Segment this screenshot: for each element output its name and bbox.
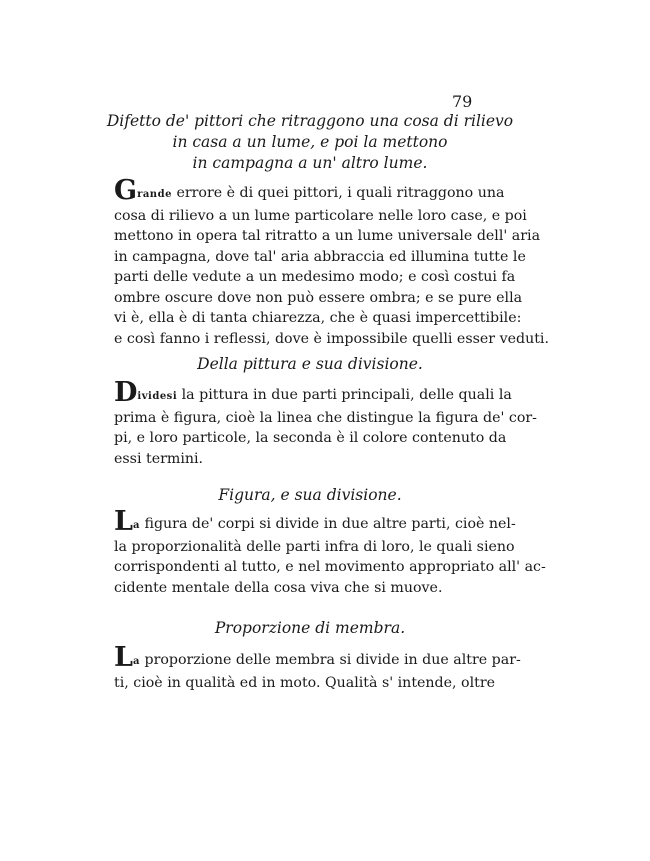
section-heading <box>100 111 520 174</box>
section-heading <box>100 485 520 506</box>
heading-line: Figura, e sua divisione. <box>218 486 402 504</box>
text-line <box>114 175 505 206</box>
text-line: e così fanno i reflessi, dove è impossibile quelli esser veduti. <box>114 330 549 347</box>
paragraph <box>114 642 521 693</box>
paragraph <box>114 175 549 349</box>
drop-cap: G <box>114 175 138 206</box>
drop-cap: L <box>114 506 133 537</box>
small-caps: ividesi <box>137 391 178 402</box>
small-caps: rande <box>137 189 172 200</box>
text-line: ombre oscure dove non può essere ombra; e se pure ella <box>114 289 523 306</box>
paragraph <box>114 506 546 598</box>
page-number: 79 <box>452 92 473 111</box>
text-line: mettono in opera tal ritratto a un lume universale dell' aria <box>114 228 541 244</box>
heading-line: in casa a un lume, e poi la mettono <box>172 133 448 151</box>
text-line: in campagna, dove tal' aria abbraccia ed illumina tutte le <box>114 248 526 265</box>
paragraph <box>114 377 537 469</box>
line-text: proporzione delle membra si divide in due altre par- <box>144 652 521 668</box>
text-line: pi, e loro particole, la seconda è il colore contenuto da <box>114 430 507 446</box>
text-line: corrispondenti al tutto, e nel movimento appropriato all' ac- <box>114 559 546 575</box>
section-heading <box>100 618 520 639</box>
heading-line: Della pittura e sua divisione. <box>197 355 423 373</box>
line-text: figura de' corpi si divide in due altre parti, cioè nel- <box>144 516 516 532</box>
line-text: errore è di quei pittori, i quali ritraggono una <box>176 185 505 201</box>
small-caps: a <box>132 656 140 667</box>
heading-line: in campagna a un' altro lume. <box>192 154 428 172</box>
heading-line: Difetto de' pittori che ritraggono una cosa di rilievo <box>106 112 514 130</box>
text-line: ti, cioè in qualità ed in moto. Qualità s' intende, oltre <box>114 674 496 691</box>
text-line: cidente mentale della cosa viva che si muove. <box>114 579 443 596</box>
line-text: la pittura in due parti principali, delle quali la <box>181 387 512 403</box>
text-line: cosa di rilievo a un lume particolare nelle loro case, e poi <box>114 207 527 224</box>
text-line <box>114 377 512 408</box>
text-line: vi è, ella è di tanta chiarezza, che è quasi impercettibile: <box>114 310 522 326</box>
text-line: la proporzionalità delle parti infra di loro, le quali sieno <box>114 538 515 555</box>
section-heading <box>100 354 520 375</box>
drop-cap: D <box>114 377 138 408</box>
drop-cap: L <box>114 642 133 673</box>
text-line: prima è figura, cioè la linea che distingue la figura de' cor- <box>114 409 537 426</box>
text-line: essi termini. <box>114 450 204 467</box>
text-line <box>114 642 521 673</box>
small-caps: a <box>132 520 140 531</box>
heading-line: Proporzione di membra. <box>214 619 406 637</box>
text-line <box>114 506 516 537</box>
text-line: parti delle vedute a un medesimo modo; e così costui fa <box>114 269 516 285</box>
